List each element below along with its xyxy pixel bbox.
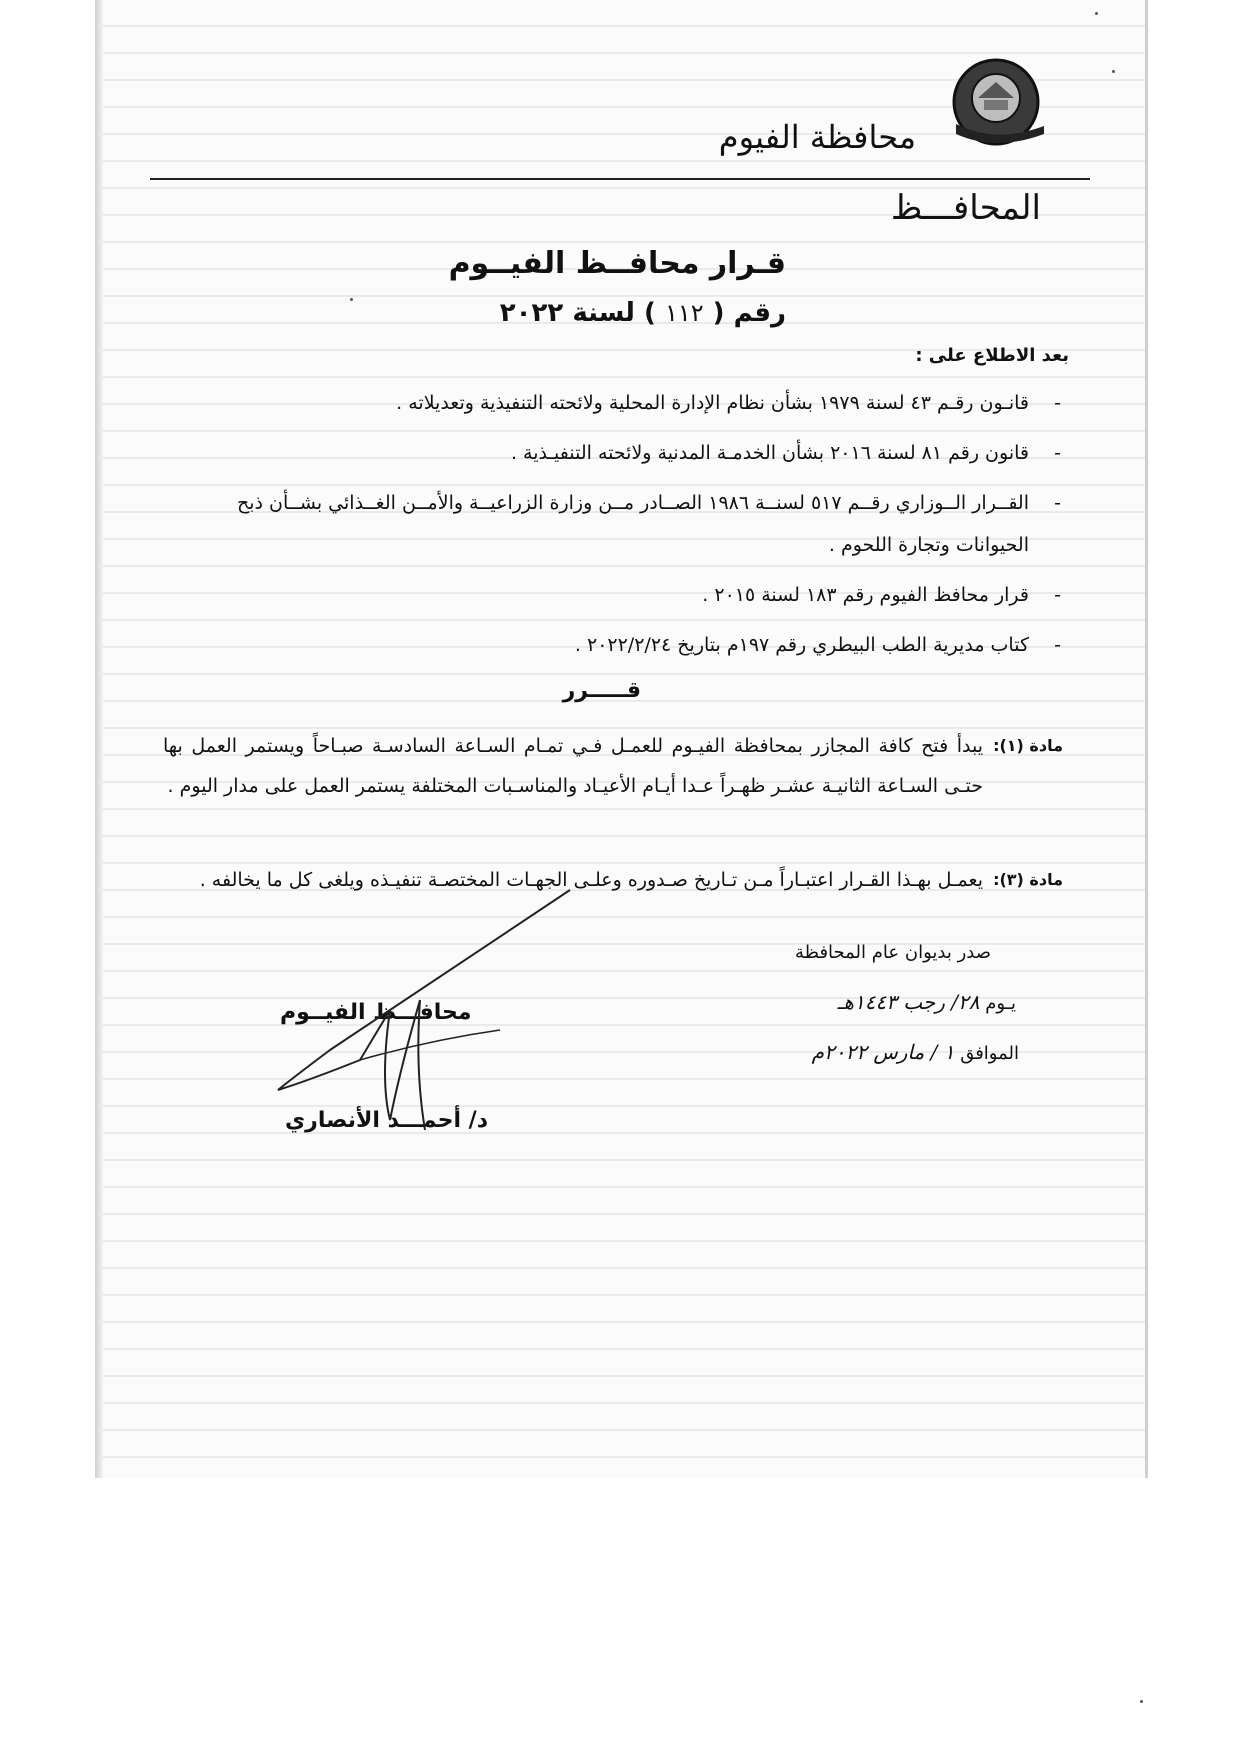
decision-title: قـرار محافــظ الفيــوم [448,246,786,281]
preamble-list [161,382,1061,674]
article-label: مادة (١): [993,736,1063,755]
list-item: - كتاب مديرية الطب البيطري رقم ١٩٧م بتاريخ ٢٠٢٢/٢/٢٤ . [161,624,1061,666]
hijri-date-line [838,990,1016,1014]
gregorian-date: ١ / مارس ٢٠٢٢م [811,1040,955,1064]
governorate-name: محافظة الفيوم [718,118,916,156]
scan-speck [1095,12,1098,15]
office-title: المحافـــظ [890,188,1041,228]
bullet-dash: - [1054,392,1061,414]
list-item: - القــرار الــوزاري رقــم ٥١٧ لسنــة ١٩٨٦ الصــادر مــن وزارة الزراعيــة والأمــن الغــذائي بشــأن ذبح الحيوانات وتجارة اللحوم . [161,482,1061,566]
issued-at: صدر بديوان عام المحافظة [795,942,991,963]
article-label: مادة (٣): [993,870,1063,889]
bullet-dash: - [1054,584,1061,606]
gregorian-date-line [812,1040,1019,1064]
article-text: يعمـل بهـذا القـرار اعتبـاراً مـن تـاريخ صـدوره وعلـى الجهـات المختصـة تنفيـذه ويلغى كل ما يخالفه . [199,869,983,891]
list-item: - قانـون رقـم ٤٣ لسنة ١٩٧٩ بشأن نظام الإدارة المحلية ولائحته التنفيذية وتعديلاته . [161,382,1061,424]
signatory-name: د/ أحمـــد الأنصاري [285,1108,489,1133]
governorate-emblem-logo [948,52,1048,152]
signatory-title: محافـــظ الفيــوم [280,1000,472,1025]
hijri-label: يـوم [985,993,1016,1014]
number-suffix: ) لسنة ٢٠٢٢ [499,298,656,328]
article-1 [163,726,1063,806]
number-value: ١١٢ [664,299,704,327]
decision-number [500,298,786,328]
hijri-date: ٢٨/ رجب ١٤٤٣هـ [837,990,980,1014]
preamble-heading: بعد الاطلاع على : [915,345,1069,366]
header-divider [150,178,1090,180]
bullet-dash: - [1054,442,1061,464]
article-text: يبدأ فتح كافة المجازر بمحافظة الفيـوم للعمـل فـي تمـام السـاعة السادسـة صبـاحاً ويستمر العمل بها حتـى السـاعة الثانيـة عشـر ظهـراً عـدا أيـام الأعيـاد والمناسـبات المختلفة يستمر العمل على مدار اليوم . [163,735,983,797]
number-prefix: رقم ( [712,298,786,328]
handwritten-signature [270,880,590,1150]
scan-speck [1112,70,1115,73]
scan-speck [350,298,353,301]
list-item: - قانون رقم ٨١ لسنة ٢٠١٦ بشأن الخدمـة المدنية ولائحته التنفيـذية . [161,432,1061,474]
scan-speck [1140,1700,1143,1703]
list-item: - قرار محافظ الفيوم رقم ١٨٣ لسنة ٢٠١٥ . [161,574,1061,616]
bullet-dash: - [1054,492,1061,514]
bullet-dash: - [1054,634,1061,656]
decided-heading: قـــــرر [562,678,641,703]
gregorian-label: الموافق [960,1043,1019,1064]
